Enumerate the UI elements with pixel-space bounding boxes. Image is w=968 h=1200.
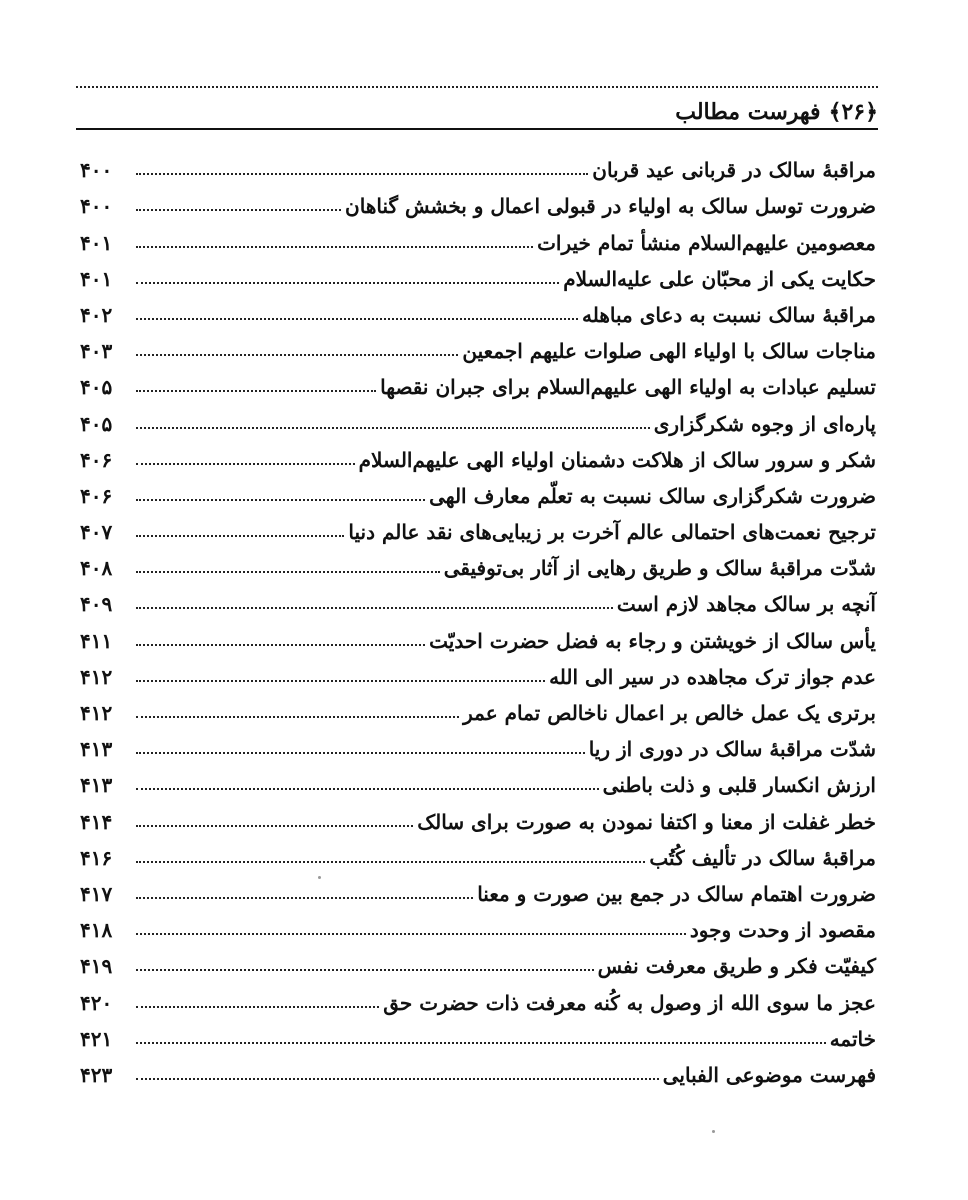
toc-entry-title: ضرورت شکرگزاری سالک نسبت به تعلّم معارف الهی [429,483,876,508]
toc-dot-leader [136,282,559,284]
toc-entry-title: ترجیح نعمت‌های احتمالی عالم آخرت بر زیبایی‌های نقد عالم دنیا [348,520,876,545]
header-underline [76,128,878,130]
toc-entry-page-number: ۴۱۶ [80,845,113,870]
toc-entry-title: حکایت یکی از محبّان علی علیه‌السلام [563,266,876,291]
toc-entry-page-number: ۴۰۶ [80,483,113,508]
toc-dot-leader [136,825,413,827]
toc-entry [80,255,876,291]
toc-entry [80,906,876,942]
toc-entry [80,653,876,689]
running-header [675,94,878,130]
toc-dot-leader [136,535,344,537]
toc-entry-title: ضرورت اهتمام سالک در جمع بین صورت و معنا [477,881,876,906]
toc-entry-page-number: ۴۰۳ [80,339,113,364]
toc-entry [80,436,876,472]
toc-entry-page-number: ۴۰۸ [80,556,113,581]
toc-dot-leader [136,354,458,356]
toc-entry [80,182,876,218]
toc-entry-page-number: ۴۱۳ [80,737,113,762]
toc-entry [80,580,876,616]
toc-entry-title: عدم جواز ترک مجاهده در سیر الی الله [549,664,876,689]
toc-entry-title: آنچه بر سالک مجاهد لازم است [616,592,876,617]
print-speck [318,876,321,879]
toc-entry-page-number: ۴۱۳ [80,773,113,798]
toc-entry-page-number: ۴۰۲ [80,302,113,327]
toc-entry-page-number: ۴۰۹ [80,592,113,617]
toc-entry-page-number: ۴۰۰ [80,158,113,183]
toc-entry [80,508,876,544]
toc-dot-leader [136,933,686,935]
header-page-number: ﴿۲۶﴾ [828,99,878,125]
toc-dot-leader [136,752,585,754]
toc-dot-leader [136,788,599,790]
toc-dot-leader [136,209,341,211]
toc-entry [80,870,876,906]
table-of-contents [80,146,876,1087]
toc-entry-title: پاره‌ای از وجوه شکرگزاری [653,411,876,436]
toc-entry-page-number: ۴۱۱ [80,628,113,653]
toc-entry-title: خطر غفلت از معنا و اکتفا نمودن به صورت برای سالک [417,809,876,834]
toc-entry [80,218,876,254]
toc-dot-leader [136,644,425,646]
toc-dot-leader [136,318,578,320]
toc-dot-leader [136,716,459,718]
toc-entry-page-number: ۴۱۸ [80,918,113,943]
toc-entry-title: فهرست موضوعی الفبایی [662,1062,876,1087]
top-dotted-rule [76,86,878,88]
toc-entry-title: برتری یک عمل خالص بر اعمال ناخالص تمام عمر [463,701,876,725]
toc-entry [80,834,876,870]
toc-entry [80,978,876,1014]
toc-entry-page-number: ۴۱۹ [80,954,113,979]
toc-dot-leader [136,499,425,501]
toc-entry-title: مناجات سالک با اولیاء الهی صلوات علیهم اجمعین [462,339,876,364]
toc-entry-title: شدّت مراقبهٔ سالک در دوری از ریا [588,737,876,762]
toc-dot-leader [136,173,588,175]
toc-entry [80,761,876,797]
toc-entry-title: شدّت مراقبهٔ سالک و طریق رهایی از آثار بی‌توفیقی [443,556,876,581]
toc-entry-title: مراقبهٔ سالک در قربانی عید قربان [592,158,876,183]
toc-entry [80,146,876,182]
toc-entry [80,1015,876,1051]
toc-entry [80,1051,876,1087]
toc-entry-title: مراقبهٔ سالک نسبت به دعای مباهله [582,302,876,327]
toc-entry-page-number: ۴۱۷ [80,881,113,906]
toc-dot-leader [136,969,594,971]
toc-dot-leader [136,571,440,573]
toc-dot-leader [136,1006,379,1008]
toc-entry-title: مراقبهٔ سالک در تألیف کُتُب [649,845,876,870]
toc-entry-page-number: ۴۲۳ [80,1062,113,1087]
toc-dot-leader [136,390,376,392]
toc-entry [80,327,876,363]
toc-entry-title: یأس سالک از خویشتن و رجاء به فضل حضرت احدیّت [429,628,876,653]
toc-entry [80,399,876,435]
toc-entry-page-number: ۴۰۵ [80,375,113,400]
toc-entry-title: مقصود از وحدت وجود [689,918,876,943]
toc-dot-leader [136,463,355,465]
toc-entry [80,472,876,508]
toc-dot-leader [136,1078,659,1080]
toc-entry-page-number: ۴۰۱ [80,266,113,291]
toc-entry-page-number: ۴۰۷ [80,520,113,545]
toc-entry-title: عجز ما سوی الله از وصول به کُنه معرفت ذات حضرت حق [383,990,876,1015]
toc-dot-leader [136,607,613,609]
toc-entry-page-number: ۴۰۶ [80,447,113,472]
toc-entry [80,689,876,725]
toc-entry [80,797,876,833]
toc-entry-page-number: ۴۲۱ [80,1026,113,1051]
toc-entry-title: تسلیم عبادات به اولیاء الهی علیهم‌السلام برای جبران نقصها [380,375,876,400]
toc-entry-page-number: ۴۱۴ [80,809,113,834]
toc-entry [80,616,876,652]
toc-dot-leader [136,861,645,863]
toc-entry-page-number: ۴۰۱ [80,230,113,255]
toc-entry-title: ارزش انکسار قلبی و ذلت باطنی [602,773,876,798]
toc-entry-title: ضرورت توسل سالک به اولیاء در قبولی اعمال و بخشش گناهان [345,194,876,219]
toc-entry-title: شکر و سرور سالک از هلاکت دشمنان اولیاء الهی علیهم‌السلام [358,447,876,472]
toc-entry-title: کیفیّت فکر و طریق معرفت نفس [597,954,876,979]
toc-entry [80,942,876,978]
toc-dot-leader [136,427,650,429]
toc-entry [80,291,876,327]
toc-entry-page-number: ۴۲۰ [80,990,113,1015]
toc-entry [80,363,876,399]
toc-dot-leader [136,680,545,682]
toc-entry [80,544,876,580]
toc-dot-leader [136,246,533,248]
toc-dot-leader [136,897,473,899]
toc-entry-title: معصومین علیهم‌السلام منشأ تمام خیرات [537,230,876,255]
toc-dot-leader [136,1042,826,1044]
toc-entry-page-number: ۴۰۰ [80,194,113,219]
toc-entry-title: خاتمه [829,1026,876,1051]
toc-entry-page-number: ۴۰۵ [80,411,113,436]
print-speck [712,1130,715,1133]
toc-entry-page-number: ۴۱۲ [80,701,113,725]
toc-entry-page-number: ۴۱۲ [80,664,113,689]
header-title: فهرست مطالب [675,99,821,125]
toc-entry [80,725,876,761]
